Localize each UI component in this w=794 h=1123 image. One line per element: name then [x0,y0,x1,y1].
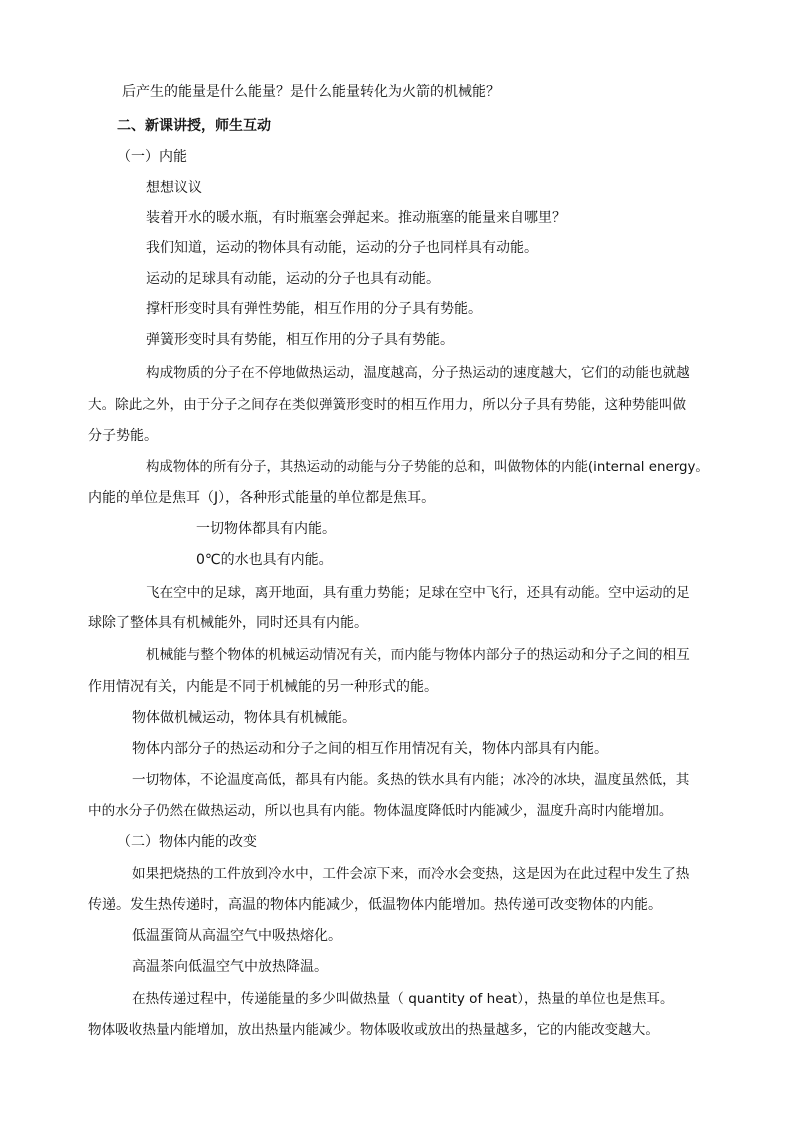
text-line-27: 传递。发生热传递时，高温的物体内能减少，低温物体内能增加。热传递可改变物体的内能。 [88,897,662,913]
text-line-23: 一切物体，不论温度高低，都具有内能。炙热的铁水具有内能；冰冷的冰块，温度虽然低，其 [132,772,690,788]
text-line-12: 分子势能。 [88,428,158,444]
text-line-10: 构成物质的分子在不停地做热运动，温度越高，分子热运动的速度越大，它们的动能也就越 [146,365,690,381]
text-line-22: 物体内部分子的热运动和分子之间的相互作用情况有关，物体内部具有内能。 [132,741,608,757]
text-line-14: 内能的单位是焦耳（J），各种形式能量的单位都是焦耳。 [88,490,436,506]
text-line-9: 弹簧形变时具有势能，相互作用的分子具有势能。 [146,332,454,348]
text-line-8: 撑杆形变时具有弹性势能，相互作用的分子具有势能。 [146,301,482,317]
text-line-16: 0℃的水也具有内能。 [196,552,333,568]
text-line-7: 运动的足球具有动能，运动的分子也具有动能。 [146,271,440,287]
text-line-29: 高温茶向低温空气中放热降温。 [132,959,328,975]
subsection-heading-1: （一）内能 [117,149,187,165]
text-line-18: 球除了整体具有机械能外，同时还具有内能。 [88,615,368,631]
text-line-15: 一切物体都具有内能。 [196,521,336,537]
text-line-24: 中的水分子仍然在做热运动，所以也具有内能。物体温度降低时内能减少，温度升高时内能增加。 [88,803,673,819]
text-line-21: 物体做机械运动，物体具有机械能。 [132,710,356,726]
text-line-19: 机械能与整个物体的机械运动情况有关，而内能与物体内部分子的热运动和分子之间的相互 [146,647,690,663]
text-line-17: 飞在空中的足球，离开地面，具有重力势能；足球在空中飞行，还具有动能。空中运动的足 [146,585,690,601]
text-line-4: 想想议议 [146,180,202,196]
section-heading: 二、新课讲授，师生互动 [117,118,271,134]
text-line-1: 后产生的能量是什么能量？是什么能量转化为火箭的机械能？ [122,84,500,100]
text-line-5: 装着开水的暖水瓶，有时瓶塞会弹起来。推动瓶塞的能量来自哪里？ [146,210,566,226]
text-line-11: 大。除此之外，由于分子之间存在类似弹簧形变时的相互作用力，所以分子具有势能，这种势能叫做 [88,397,687,413]
text-line-30: 在热传递过程中，传递能量的多少叫做热量（ quantity of heat），热量的单位也是焦耳。 [132,991,674,1007]
text-line-28: 低温蛋筒从高温空气中吸热熔化。 [132,928,342,944]
subsection-heading-2: （二）物体内能的改变 [117,834,257,850]
text-line-20: 作用情况有关，内能是不同于机械能的另一种形式的能。 [88,679,438,695]
text-line-31: 物体吸收热量内能增加，放出热量内能减少。物体吸收或放出的热量越多，它的内能改变越大。 [88,1022,659,1038]
text-line-13: 构成物体的所有分子，其热运动的动能与分子势能的总和，叫做物体的内能(internal energy。 [146,460,709,475]
text-line-6: 我们知道，运动的物体具有动能，运动的分子也同样具有动能。 [146,240,538,256]
text-line-26: 如果把烧热的工件放到冷水中，工件会凉下来，而冷水会变热，这是因为在此过程中发生了热 [132,866,690,882]
